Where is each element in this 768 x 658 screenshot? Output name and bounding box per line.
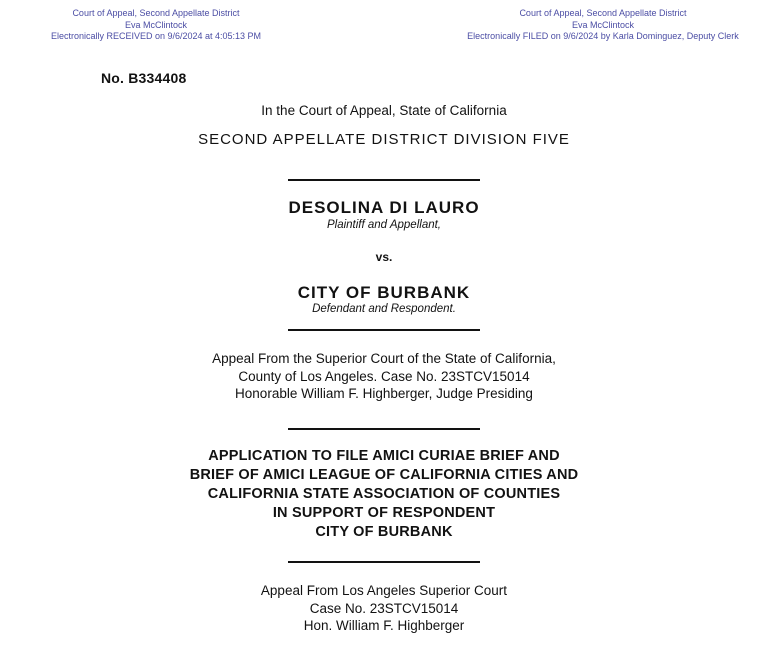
- court-district: SECOND APPELLATE DISTRICT DIVISION FIVE: [198, 131, 570, 148]
- section-divider: [288, 179, 480, 181]
- section-divider: [288, 428, 480, 430]
- lower-court-info: [0, 350, 768, 403]
- received-stamp-court: Court of Appeal, Second Appellate District: [72, 8, 240, 18]
- footer-court-info: [0, 582, 768, 635]
- appellate-case-number: No. B334408: [101, 70, 187, 86]
- received-stamp-clerk: Eva McClintock: [124, 19, 187, 30]
- versus-label: vs.: [375, 250, 393, 264]
- lower-court-line-3: Honorable William F. Highberger, Judge Presiding: [235, 386, 533, 401]
- footer-judge-line: Hon. William F. Highberger: [303, 618, 465, 633]
- footer-case-line: Case No. 23STCV15014: [309, 600, 459, 616]
- section-divider: [288, 329, 480, 331]
- section-divider: [288, 561, 480, 563]
- footer-appeal-line: Appeal From Los Angeles Superior Court: [260, 583, 508, 598]
- brief-title: [0, 447, 768, 542]
- filed-stamp-court: Court of Appeal, Second Appellate District: [519, 8, 687, 18]
- respondent-name: CITY OF BURBANK: [297, 283, 471, 302]
- brief-title-line-5: CITY OF BURBANK: [315, 524, 453, 540]
- appellant-designation: Plaintiff and Appellant,: [326, 219, 441, 231]
- received-stamp-status: Electronically RECEIVED on 9/6/2024 at 4:05:13 PM: [50, 31, 262, 41]
- received-stamp: [0, 8, 312, 43]
- brief-title-line-4: IN SUPPORT OF RESPONDENT: [272, 505, 496, 521]
- court-name: In the Court of Appeal, State of California: [261, 103, 507, 118]
- appellant-name: DESOLINA DI LAURO: [288, 198, 480, 217]
- brief-title-line-2: BRIEF OF AMICI LEAGUE OF CALIFORNIA CITIES AND: [189, 467, 579, 483]
- brief-title-line-3: CALIFORNIA STATE ASSOCIATION OF COUNTIES: [207, 486, 561, 502]
- brief-title-line-1: APPLICATION TO FILE AMICI CURIAE BRIEF AND: [208, 448, 560, 464]
- filed-stamp: [444, 8, 762, 43]
- lower-court-line-1: Appeal From the Superior Court of the State of California,: [212, 351, 556, 366]
- respondent-designation: Defendant and Respondent.: [312, 303, 456, 315]
- filed-stamp-status: Electronically FILED on 9/6/2024 by Karla Dominguez, Deputy Clerk: [467, 31, 739, 41]
- filed-stamp-clerk: Eva McClintock: [571, 19, 634, 30]
- lower-court-line-2: County of Los Angeles. Case No. 23STCV15014: [238, 368, 530, 384]
